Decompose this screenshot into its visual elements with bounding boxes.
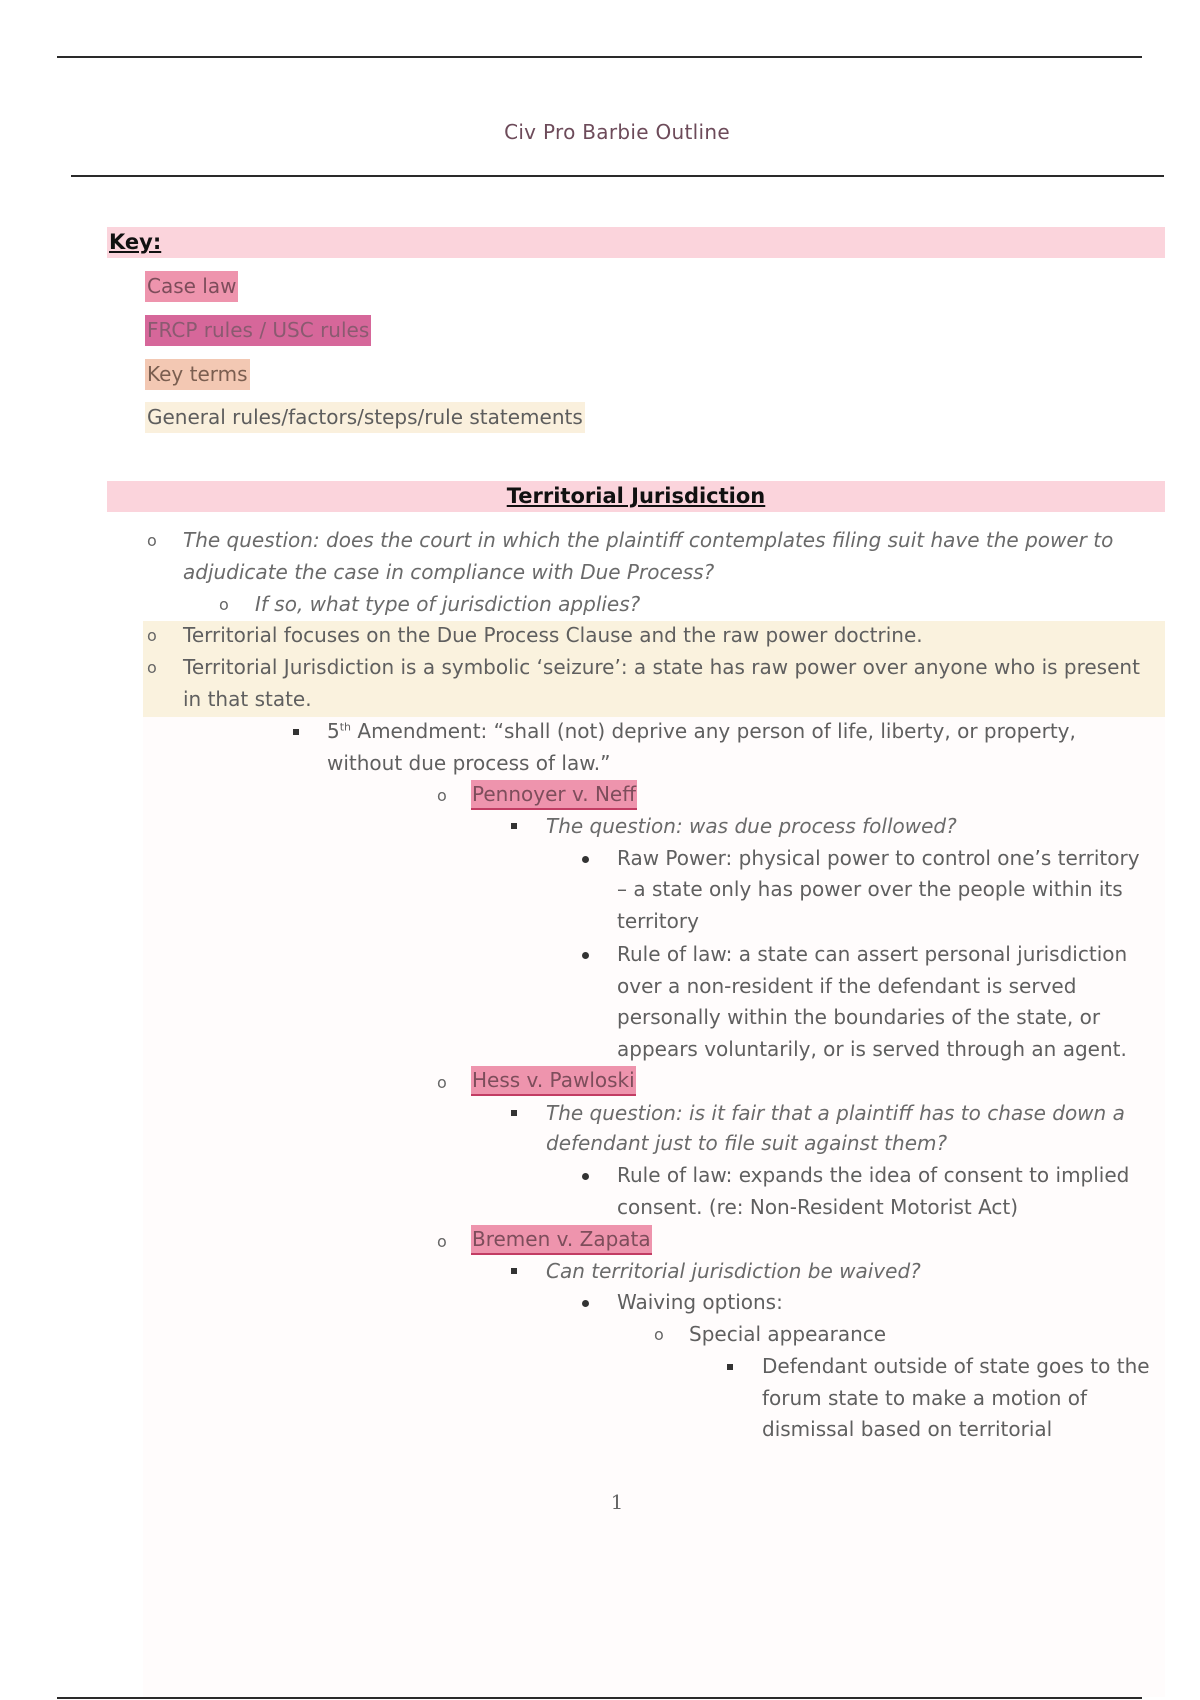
case-question: The question: was due process followed?	[546, 814, 957, 838]
rule-text: forum state to make a motion of	[762, 1386, 1088, 1410]
bullet-hollow: o	[437, 1232, 447, 1251]
rule-text: Defendant outside of state goes to the	[762, 1354, 1150, 1378]
case-question: Can territorial jurisdiction be waived?	[546, 1259, 921, 1283]
bullet-dot	[582, 1300, 589, 1307]
case-hess: Hess v. Pawloski	[471, 1066, 636, 1096]
question-sub: If so, what type of jurisdiction applies?	[255, 592, 641, 616]
rule-text: dismissal based on territorial	[762, 1417, 1053, 1441]
rule-text: appears voluntarily, or is served through an agent.	[617, 1037, 1127, 1061]
rule-text: territory	[617, 909, 699, 933]
bullet-hollow: o	[147, 531, 157, 550]
rule-text: personally within the boundaries of the state, or	[617, 1005, 1101, 1029]
page-title: Civ Pro Barbie Outline	[504, 120, 730, 144]
bullet-square	[511, 1110, 517, 1116]
rule-statement: Territorial Jurisdiction is a symbolic ‘seizure’: a state has raw power over anyone who is present	[183, 655, 1140, 679]
key-general-rules: General rules/factors/steps/rule statements	[145, 402, 585, 433]
section-title: Territorial Jurisdiction	[506, 484, 766, 508]
rule-statement: in that state.	[183, 687, 312, 711]
top-rule	[57, 56, 1142, 58]
bullet-dot	[582, 1173, 589, 1180]
rule-statement: Territorial focuses on the Due Process Clause and the raw power doctrine.	[183, 623, 923, 647]
bullet-dot	[582, 952, 589, 959]
case-bremen: Bremen v. Zapata	[471, 1225, 652, 1255]
question-line: The question: does the court in which the plaintiff contemplates filing suit have the power to	[183, 528, 1114, 552]
bullet-hollow: o	[437, 1073, 447, 1092]
key-band	[107, 227, 1165, 258]
bullet-hollow: o	[437, 786, 447, 805]
bullet-dot	[582, 856, 589, 863]
bullet-square	[511, 823, 517, 829]
amendment-line: without due process of law.”	[327, 751, 611, 775]
rule-text: Rule of law: a state can assert personal jurisdiction	[617, 942, 1128, 966]
case-pennoyer: Pennoyer v. Neff	[471, 780, 637, 810]
bullet-square	[293, 729, 299, 735]
rule-text: consent. (re: Non-Resident Motorist Act)	[617, 1195, 1019, 1219]
key-label: Key:	[109, 230, 162, 254]
bullet-square	[727, 1364, 733, 1370]
bullet-square	[511, 1268, 517, 1274]
rule-text: over a non-resident if the defendant is served	[617, 974, 1077, 998]
key-terms: Key terms	[145, 359, 250, 390]
rule-text: – a state only has power over the people within its	[617, 877, 1123, 901]
rule-text: Waiving options:	[617, 1290, 783, 1314]
rule-text: Special appearance	[689, 1322, 887, 1346]
header-rule	[71, 175, 1164, 177]
case-question: The question: is it fair that a plaintiff has to chase down a	[546, 1101, 1125, 1125]
bullet-hollow: o	[654, 1325, 664, 1344]
rule-text: Raw Power: physical power to control one’s territory	[617, 846, 1140, 870]
key-frcp: FRCP rules / USC rules	[145, 315, 371, 346]
bullet-hollow: o	[147, 626, 157, 645]
question-line: adjudicate the case in compliance with Due Process?	[183, 560, 715, 584]
rule-text: Rule of law: expands the idea of consent to implied	[617, 1163, 1130, 1187]
bullet-hollow: o	[219, 595, 229, 614]
bottom-rule	[57, 1697, 1142, 1699]
page-number: 1	[610, 1490, 624, 1514]
case-question: defendant just to file suit against them?	[546, 1131, 948, 1155]
amendment-line: 5th Amendment: “shall (not) deprive any person of life, liberty, or property,	[327, 719, 1076, 743]
bullet-hollow: o	[147, 658, 157, 677]
key-case-law: Case law	[145, 271, 238, 302]
